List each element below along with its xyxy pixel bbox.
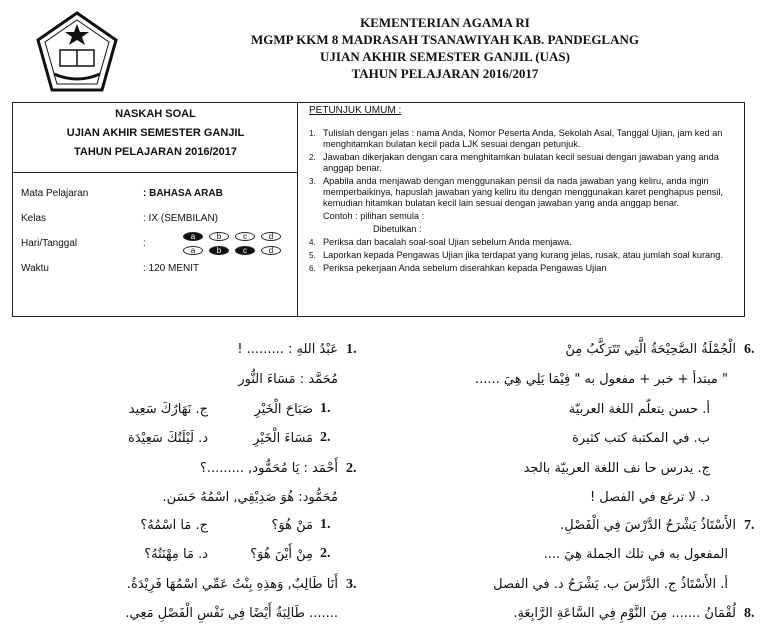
option-number: 1.: [320, 517, 331, 532]
date-value: :: [143, 238, 146, 249]
question-1-text: عَبْدُ اللهِ : ......... !: [237, 342, 338, 357]
instruction-item: 4. Periksa dan bacalah soal-soal Ujian sebelum Anda menjawa.: [309, 237, 572, 247]
bubble-b: b: [209, 232, 229, 241]
question-number: 6.: [744, 342, 755, 357]
ministry-logo: [34, 10, 120, 96]
option-number: 2.: [320, 546, 331, 561]
question-number: 2.: [346, 461, 357, 476]
question-7-line-2: المفعول به في تلك الجملة هِيَ ....: [543, 547, 728, 562]
bubble-a: a: [183, 246, 203, 255]
question-2-option-2: مِنْ أَيْنَ هُوَ؟: [250, 547, 313, 562]
school-header: [150, 14, 740, 82]
question-2-line-2: مُحَمُّود: هُوَ صَدِيْقِي, اسْمُهُ حَسَن.: [162, 490, 338, 505]
header-line-4: TAHUN PELAJARAN 2016/2017: [351, 66, 539, 81]
question-1-option-2: مَسَاءَ الْخَيْرِ: [253, 431, 313, 446]
instruction-item: 5. Laporkan kepada Pengawas Ujian jika terdapat yang kurang jelas, rusak, atau jumlah soal kurang.: [309, 250, 723, 260]
example-original: Contoh : pilihan semula :: [323, 211, 425, 221]
question-8-text: لُقْمَانُ ....... مِنَ النَّوْمِ فِي السَّاعَةِ الرَّابِعَةِ.: [513, 606, 736, 621]
question-1-option-3: ج. نَهَارُكَ سَعِيد: [128, 402, 208, 417]
instruction-item: 3. Apabila anda menjawab dengan menggunakan pensil da nada jawaban yang keliru, anda ingin memperbaikinya, hapuslah jawaban yang keliru itu dengan menggunakan karet penghapus pensil, kemudian hitamkan bulatan kecil lain sesuai dengan jawaban yang anda anggap benar.: [309, 176, 723, 208]
instruction-item: 6. Periksa pekerjaan Anda sebelum diserahkan kepada Pengawas Ujian: [309, 263, 607, 273]
question-6-option-d: د. لا ترغع في الفصل !: [589, 490, 710, 505]
question-2-text: أَحْمَد : يَا مُحَمُّود, .........؟: [199, 461, 338, 476]
question-3-text: أَنَا طَالِبٌ, وَهذِهِ بِنْتُ عَمِّي اسْمُهَا فَرِيْدَةُ.: [126, 577, 338, 592]
naskah-line-3: TAHUN PELAJARAN 2016/2017: [73, 146, 238, 158]
question-3-line-2: ....... طَالِبَةٌ أَيْضًا فِي نَفْسِ الْفَصْلِ مَعِي.: [125, 606, 338, 621]
naskah-line-1: NASKAH SOAL: [115, 108, 196, 120]
question-number: 3.: [346, 577, 357, 592]
question-6-text: الْجُمْلَةُ الصَّحِيْحَةُ الَّتِي تَتَرَكَّبُ مِنْ: [565, 342, 736, 357]
question-2-option-1: مَنْ هُوَ؟: [271, 518, 313, 533]
question-6-line-2: " مبتدأ + خبر + مفعول به " فِيْمَا يَلِي هِيَ ......: [475, 372, 728, 387]
option-number: 1.: [320, 401, 331, 416]
header-line-2: MGMP KKM 8 MADRASAH TSANAWIYAH KAB. PANDEGLANG: [251, 32, 639, 47]
question-1-option-4: د. لَيْلَتُكَ سَعِيْدَة: [128, 431, 208, 446]
question-6-option-a: أ. حسن يتعلّم اللغة العربيّة: [568, 402, 710, 417]
option-number: 2.: [320, 430, 331, 445]
example-corrected: Dibetulkan :: [373, 224, 422, 234]
question-6-option-b: ب. في المكتبة كتب كثيرة: [572, 431, 710, 446]
class-value: : IX (SEMBILAN): [143, 213, 219, 224]
bubble-c: c: [235, 232, 255, 241]
question-7-options: أ. الأَسْتَاذُ ج. الدَّرْسَ ب. يَشْرَحُ د. في الفصل: [493, 577, 728, 592]
naskah-title: [13, 103, 298, 173]
general-instructions: [309, 105, 739, 276]
question-1-line-2: مُحَمَّد : مَسَاءَ النُّور: [238, 372, 338, 387]
subject-value: : BAHASA ARAB: [143, 188, 223, 199]
question-1-option-1: صَبَاحَ الْخَيْرِ: [254, 402, 313, 417]
question-2-option-4: د. مَا مِهْنَتُهُ؟: [144, 547, 208, 562]
time-label: Waktu: [21, 263, 49, 274]
header-line-3: UJIAN AKHIR SEMESTER GANJIL (UAS): [320, 49, 570, 64]
bubble-d: d: [261, 232, 281, 241]
class-label: Kelas: [21, 213, 47, 224]
instruction-item: 2. Jawaban dikerjakan dengan cara menghitamkan bulatan kecil sesuai dengan jawaban yang anda anggap benar.: [309, 152, 719, 173]
exam-info-box: [13, 103, 298, 316]
question-number: 7.: [744, 518, 755, 533]
naskah-line-2: UJIAN AKHIR SEMESTER GANJIL: [66, 127, 245, 139]
instructions-title: PETUNJUK UMUM :: [309, 105, 402, 116]
question-7-text: الأَسْتَاذُ يَشْرَحُ الدَّرْسَ فِي الْفَصْلِ.: [560, 518, 736, 533]
question-number: 8.: [744, 606, 755, 621]
question-6-option-c: ج. يدرس حا نف اللغة العربيّة بالجد: [523, 461, 710, 476]
bubble-b: b: [209, 246, 229, 255]
subject-label: Mata Pelajaran: [21, 188, 89, 199]
bubble-a: a: [183, 232, 203, 241]
instruction-item: 1. Tulislah dengan jelas : nama Anda, Nomor Peserta Anda, Sekolah Asal, Tanggal Ujian, jam ked an menghitamkan bulatan kecil pada LJK sesuai dengan petunjuk.: [309, 128, 723, 149]
example-bubbles-corrected: [183, 246, 287, 264]
header-line-1: KEMENTERIAN AGAMA RI: [360, 15, 530, 30]
time-value: : 120 MENIT: [143, 263, 200, 274]
info-panel: [12, 102, 745, 317]
bubble-c: c: [235, 246, 255, 255]
date-label: Hari/Tanggal: [21, 238, 78, 249]
question-2-option-3: ج. مَا اسْمُهُ؟: [140, 518, 208, 533]
question-number: 1.: [346, 342, 357, 357]
bubble-d: d: [261, 246, 281, 255]
